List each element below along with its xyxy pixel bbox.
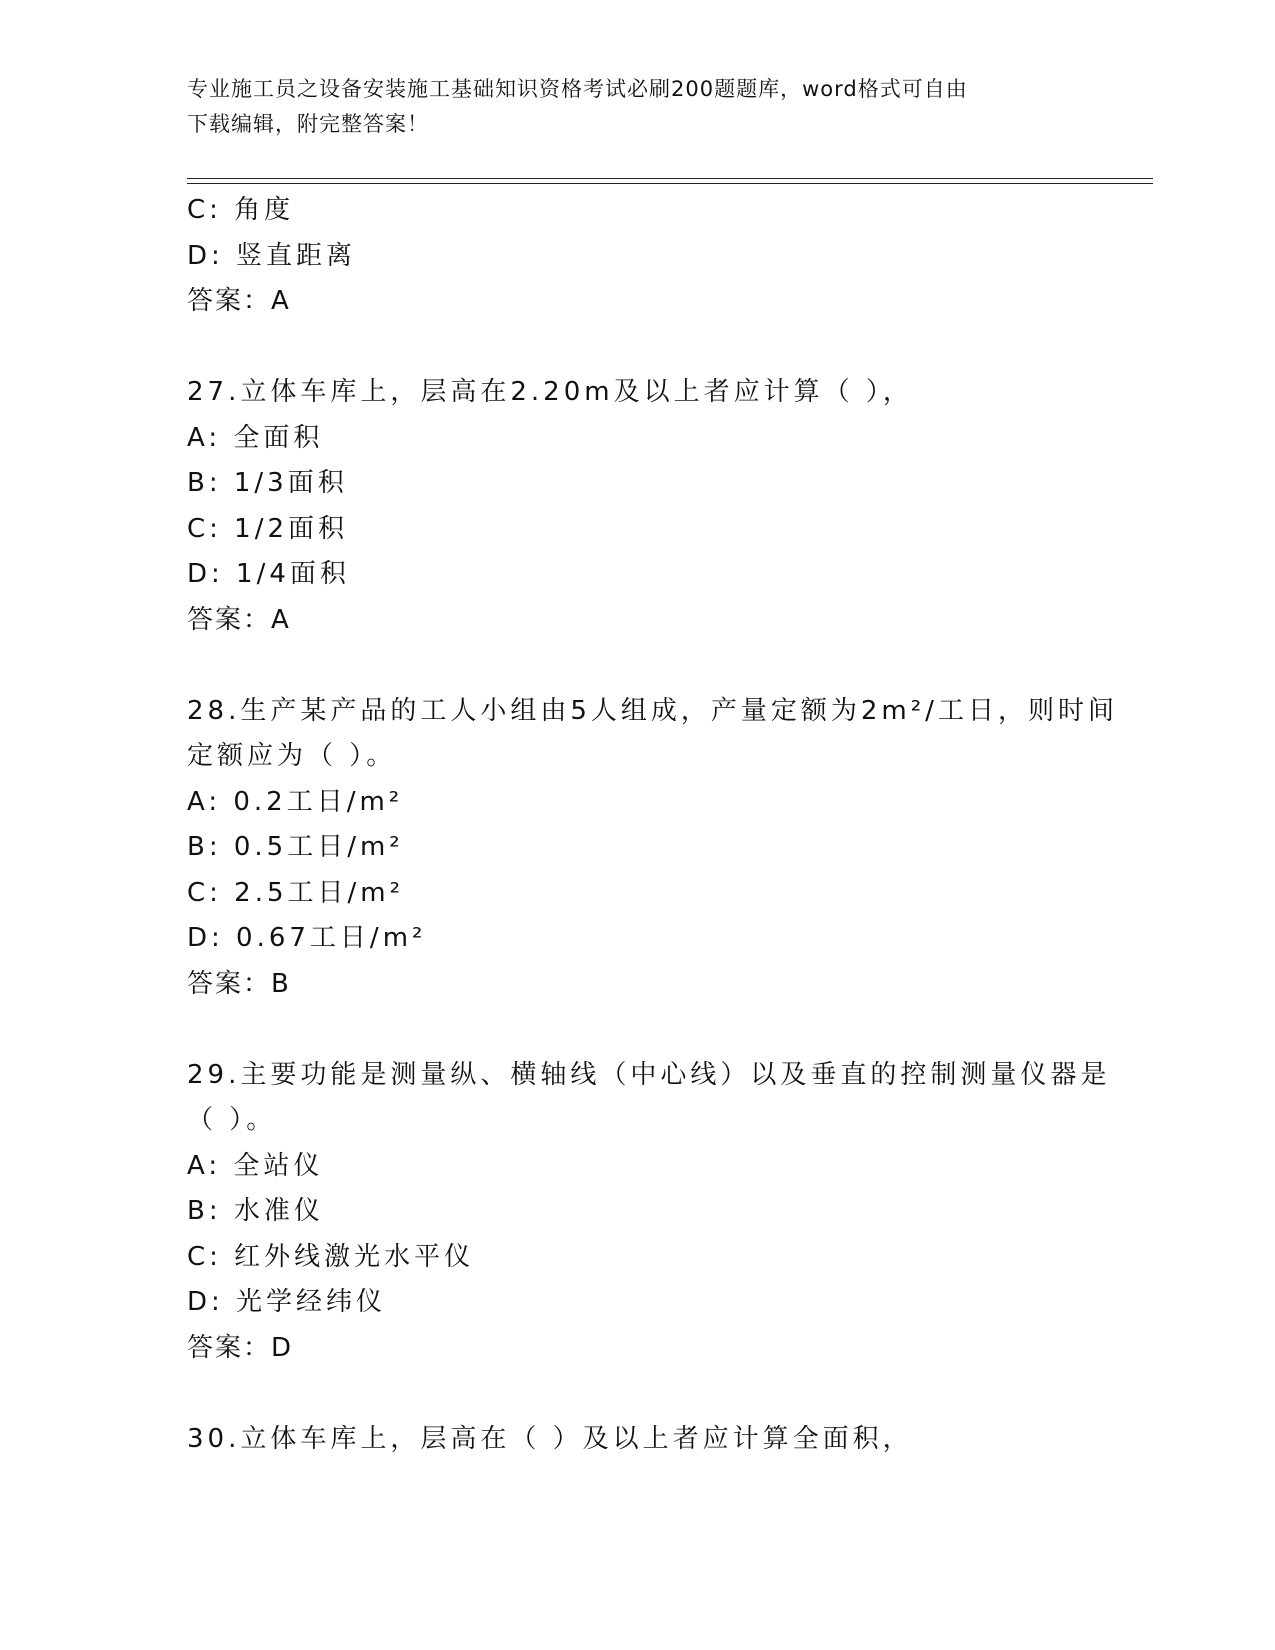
q27-stem: 27.立体车库上，层高在2.20m及以上者应计算（ ）， xyxy=(187,377,913,407)
q28-stem-line-1: 28.生产某产品的工人小组由5人组成，产量定额为2m²/工日，则时间 xyxy=(187,695,1118,726)
header-divider-bottom xyxy=(187,183,1153,184)
q27-option-b: B: 1/3面积 xyxy=(187,468,348,498)
q29-answer: 答案：D xyxy=(187,1332,294,1363)
q29-option-b: B: 水准仪 xyxy=(187,1196,324,1226)
q29-stem-line-1: 29.主要功能是测量纵、横轴线（中心线）以及垂直的控制测量仪器是 xyxy=(187,1059,1111,1090)
q29-option-d: D: 光学经纬仪 xyxy=(187,1287,387,1317)
q28-stem-line-2: 定额应为（ ）。 xyxy=(187,741,397,771)
document-header xyxy=(187,72,1087,142)
header-line-2: 下载编辑，附完整答案！ xyxy=(187,112,429,136)
q27-option-a: A: 全面积 xyxy=(187,422,324,453)
q28-option-d: D: 0.67工日/m² xyxy=(187,923,427,953)
prev-answer: 答案：A xyxy=(187,286,291,316)
q28-option-b: B: 0.5工日/m² xyxy=(187,832,404,862)
q28-option-c: C: 2.5工日/m² xyxy=(187,877,405,908)
q28-answer: 答案：B xyxy=(187,968,291,999)
header-line-1: 专业施工员之设备安装施工基础知识资格考试必刷200题题库，word格式可自由 xyxy=(187,77,968,101)
q28-option-a: A: 0.2工日/m² xyxy=(187,786,404,817)
q27-answer: 答案：A xyxy=(187,604,291,635)
prev-option-c: C: 角度 xyxy=(187,195,295,225)
q29-stem-line-2: （ ）。 xyxy=(187,1105,277,1135)
question-list xyxy=(187,188,1118,1462)
q27-option-d: D: 1/4面积 xyxy=(187,559,350,589)
q29-option-c: C: 红外线激光水平仪 xyxy=(187,1241,475,1272)
q27-option-c: C: 1/2面积 xyxy=(187,513,349,544)
q29-option-a: A: 全站仪 xyxy=(187,1150,324,1181)
prev-option-d: D: 竖直距离 xyxy=(187,240,357,271)
header-divider-top xyxy=(187,178,1153,179)
q30-stem: 30.立体车库上，层高在（ ）及以上者应计算全面积， xyxy=(187,1423,913,1454)
